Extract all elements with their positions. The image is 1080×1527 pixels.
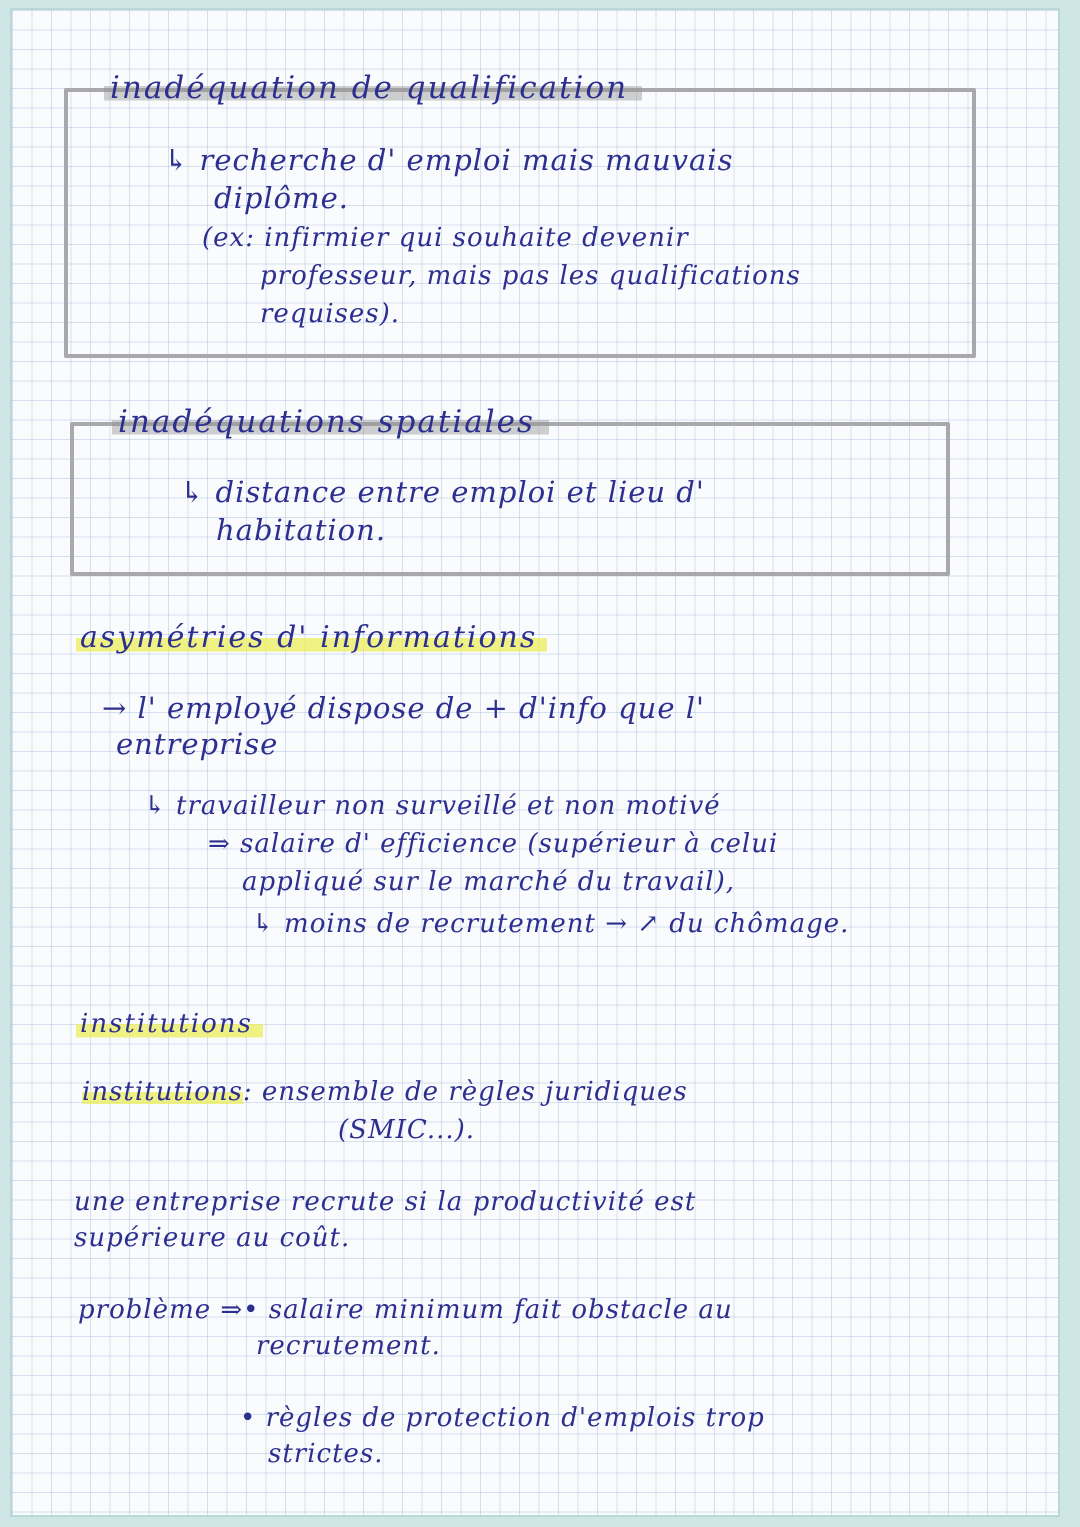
qualification-line-3: (ex: infirmier qui souhaite devenir — [202, 223, 689, 253]
asymetries-line-2: entreprise — [116, 727, 279, 761]
qualification-heading: inadéquation de qualification — [104, 70, 642, 106]
asymetries-line-5: appliqué sur le marché du travail), — [242, 867, 736, 897]
institutions-definition: : ensemble de règles juridiques — [242, 1077, 688, 1107]
institutions-line-5: problème ⇒• salaire minimum fait obstacle au — [78, 1295, 733, 1325]
asymetries-line-1: → l' employé dispose de + d'info que l' — [102, 691, 705, 725]
institutions-definition-term — [82, 1076, 688, 1109]
institutions-line-4: supérieure au coût. — [74, 1223, 351, 1253]
asymetries-heading: asymétries d' informations — [76, 620, 547, 656]
institutions-line-6: recrutement. — [256, 1331, 441, 1361]
spatiales-line-1: ↳ distance entre emploi et lieu d' — [180, 475, 705, 509]
institutions-heading: institutions — [76, 1006, 263, 1042]
asymetries-line-3: ↳ travailleur non surveillé et non motivé — [144, 791, 721, 821]
institutions-line-8: strictes. — [268, 1439, 384, 1469]
asymetries-line-6: ↳ moins de recrutement → ↗ du chômage. — [252, 909, 850, 939]
institutions-line-2: (SMIC...). — [338, 1115, 476, 1145]
institutions-line-3: une entreprise recrute si la productivité est — [74, 1187, 697, 1217]
qualification-line-2: diplôme. — [214, 181, 350, 215]
institutions-term: institutions — [82, 1077, 243, 1107]
institutions-line-7: • règles de protection d'emplois trop — [240, 1403, 765, 1433]
asymetries-line-4: ⇒ salaire d' efficience (supérieur à celui — [208, 829, 779, 859]
qualification-line-5: requises). — [260, 299, 400, 329]
graph-paper-page — [12, 10, 1058, 1515]
qualification-line-4: professeur, mais pas les qualifications — [260, 261, 801, 291]
spatiales-heading: inadéquations spatiales — [112, 404, 549, 440]
qualification-line-1: ↳ recherche d' emploi mais mauvais — [164, 143, 734, 177]
spatiales-line-2: habitation. — [216, 513, 387, 547]
